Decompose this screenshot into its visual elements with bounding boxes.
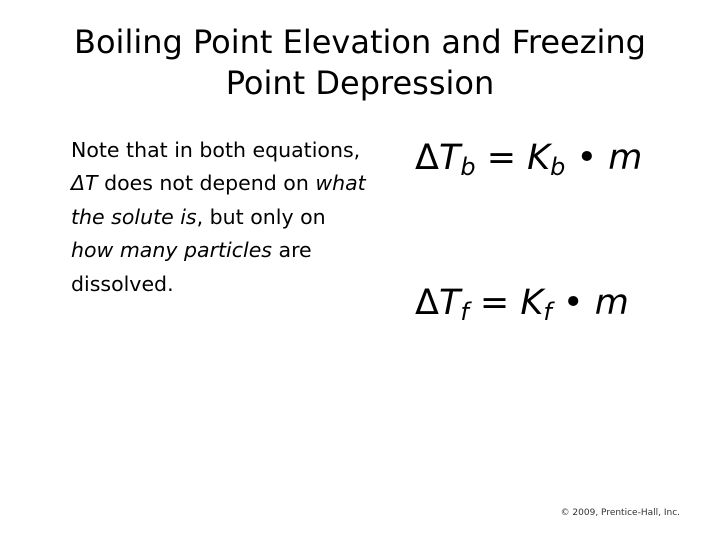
eq-b-k: K	[527, 138, 551, 178]
note-text-2: does not depend on	[97, 171, 316, 196]
title-line-1: Boiling Point Elevation and Freezing	[74, 23, 646, 61]
eq-f-delta: Δ	[415, 283, 439, 323]
note-how-many-particles: how many particles	[71, 238, 272, 263]
eq-f-t-sub: f	[460, 298, 469, 326]
eq-b-k-sub: b	[550, 153, 566, 181]
note-paragraph	[71, 134, 371, 301]
eq-f-m: m	[594, 283, 629, 323]
eq-b-t: T	[438, 138, 461, 178]
note-what-the-solute-is: what the solute is	[71, 171, 366, 229]
eq-f-k: K	[520, 283, 544, 323]
eq-f-t: T	[438, 283, 461, 323]
eq-b-t-sub: b	[460, 153, 476, 181]
eq-b-equals: =	[475, 138, 528, 178]
note-text-3: , but only on	[196, 204, 326, 229]
slide-title	[20, 22, 700, 104]
boiling-point-equation	[415, 138, 642, 187]
note-delta-t: ΔT	[71, 171, 98, 196]
eq-b-m: m	[608, 138, 643, 178]
eq-b-dot: •	[565, 138, 609, 178]
note-text-1: Note that in both equations,	[71, 138, 361, 162]
eq-f-dot: •	[551, 283, 595, 323]
title-line-2: Point Depression	[225, 64, 495, 102]
eq-f-k-sub: f	[543, 298, 552, 326]
copyright-notice: © 2009, Prentice-Hall, Inc.	[560, 508, 680, 518]
freezing-point-equation	[415, 283, 629, 332]
eq-b-delta: Δ	[415, 138, 439, 178]
note-text-4: are dissolved.	[71, 238, 312, 296]
eq-f-equals: =	[468, 283, 521, 323]
